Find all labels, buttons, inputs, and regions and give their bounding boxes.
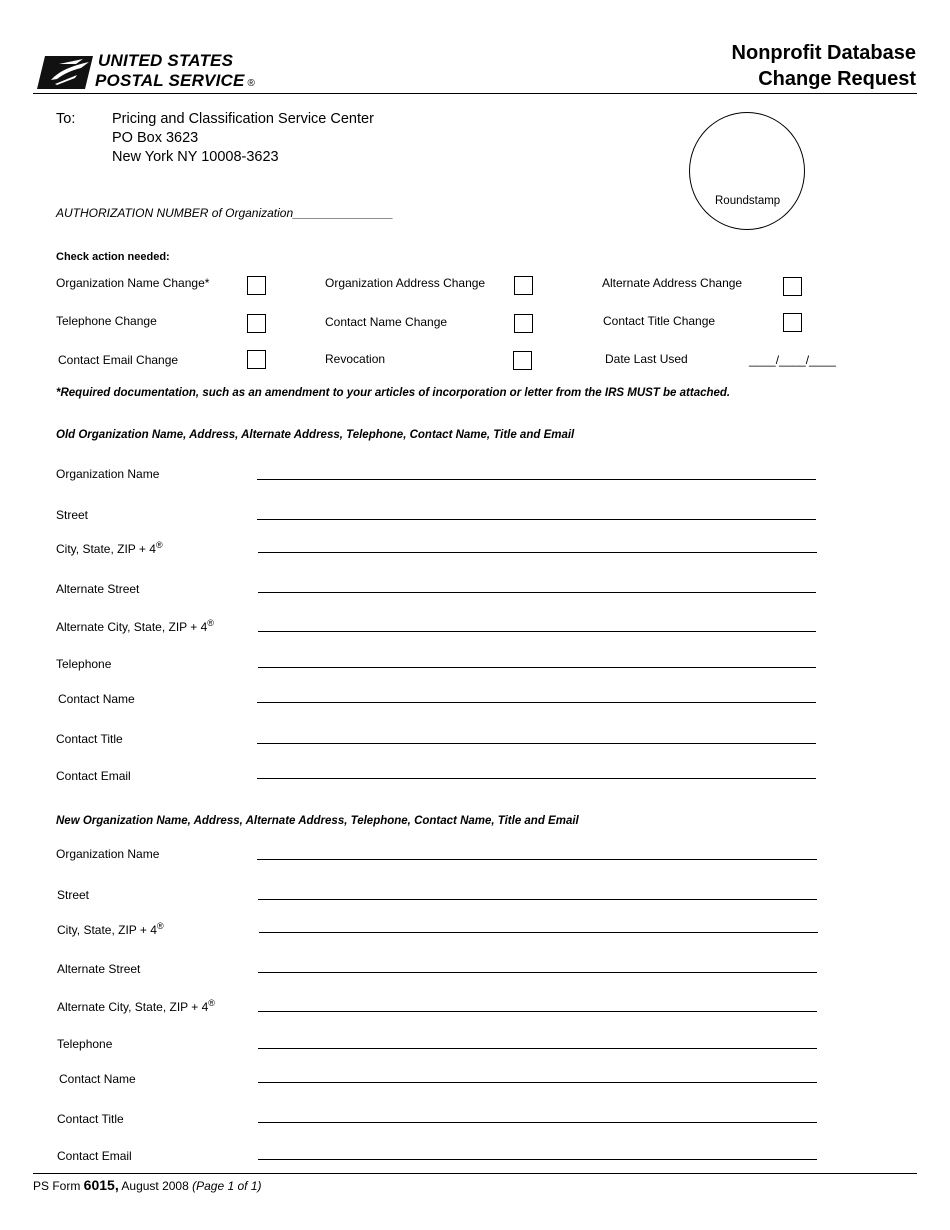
org-address-change-checkbox[interactable] [514,276,533,295]
new-street-label: Street [57,888,90,902]
old-alt-city-line[interactable] [258,631,816,632]
required-documentation-note: *Required documentation, such as an amendment to your articles of incorporation or letter from the IRS MUST be attached. [56,387,731,399]
authorization-number-field[interactable]: AUTHORIZATION NUMBER of Organization_______________ [56,206,394,220]
alt-address-change-label: Alternate Address Change [602,276,743,290]
roundstamp-circle [689,112,805,230]
old-city-label-text: City, State, ZIP + 4 [56,542,156,556]
old-contact-title-label: Contact Title [56,732,123,746]
new-contact-email-line[interactable] [258,1159,817,1160]
telephone-change-label: Telephone Change [56,314,157,328]
old-alt-city-registered-mark: ® [207,618,214,628]
old-alt-city-label-text: Alternate City, State, ZIP + 4 [56,620,208,634]
new-alt-street-label: Alternate Street [57,962,141,976]
old-org-name-label: Organization Name [56,467,160,481]
to-address [112,110,374,167]
form-title-line-2: Change Request [758,68,916,90]
old-section-heading: Old Organization Name, Address, Alternate Address, Telephone, Contact Name, Title and Email [56,429,575,441]
new-org-name-label: Organization Name [56,847,160,861]
old-contact-name-label: Contact Name [58,692,135,706]
new-street-line[interactable] [258,899,817,900]
footer-page: (Page 1 of 1) [192,1179,262,1193]
contact-email-change-label: Contact Email Change [58,353,179,367]
footer-form-number: 6015, [83,1177,119,1193]
new-contact-email-label: Contact Email [57,1149,132,1163]
new-alt-street-line[interactable] [258,972,817,973]
to-address-line-2: PO Box 3623 [112,130,199,146]
old-telephone-line[interactable] [258,667,816,668]
form-title [732,40,916,92]
new-contact-name-line[interactable] [258,1082,817,1083]
old-contact-email-line[interactable] [257,778,816,779]
new-telephone-line[interactable] [258,1048,817,1049]
old-alt-city-label [56,618,214,634]
alt-address-change-checkbox[interactable] [783,277,802,296]
old-telephone-label: Telephone [56,657,112,671]
logo-line-1: UNITED STATES [98,51,234,70]
footer-rule [33,1173,917,1174]
new-contact-title-label: Contact Title [57,1112,124,1126]
date-last-used-label: Date Last Used [605,352,688,366]
new-telephone-label: Telephone [57,1037,113,1051]
footer-date: August 2008 [118,1179,193,1193]
new-contact-title-line[interactable] [258,1122,817,1123]
old-org-name-line[interactable] [257,479,816,480]
old-alt-street-label: Alternate Street [56,582,140,596]
date-last-used-field[interactable]: ____/____/____ [749,353,836,367]
form-footer [33,1177,262,1193]
org-name-change-label: Organization Name Change* [56,276,210,290]
header-rule [33,93,917,94]
old-alt-street-line[interactable] [258,592,816,593]
to-label: To: [56,111,76,127]
usps-logo [37,51,267,91]
contact-name-change-label: Contact Name Change [325,315,448,329]
logo-line-2 [95,71,255,94]
old-street-label: Street [56,508,89,522]
contact-title-change-label: Contact Title Change [603,314,716,328]
to-address-line-3: New York NY 10008-3623 [112,149,279,165]
logo-registered-mark: ® [247,78,256,89]
form-title-line-1: Nonprofit Database [731,42,916,64]
new-org-name-line[interactable] [257,859,817,860]
footer-prefix: PS Form [33,1179,84,1193]
new-alt-city-registered-mark: ® [208,998,215,1008]
old-city-line[interactable] [258,552,817,553]
revocation-label: Revocation [325,352,386,366]
telephone-change-checkbox[interactable] [247,314,266,333]
old-city-label [56,540,163,556]
contact-email-change-checkbox[interactable] [247,350,266,369]
to-address-line-1: Pricing and Classification Service Center [112,111,374,127]
new-alt-city-label-text: Alternate City, State, ZIP + 4 [57,1000,209,1014]
revocation-checkbox[interactable] [513,351,532,370]
new-alt-city-line[interactable] [258,1011,817,1012]
new-alt-city-label [57,998,215,1014]
org-name-change-checkbox[interactable] [247,276,266,295]
new-section-heading: New Organization Name, Address, Alternate Address, Telephone, Contact Name, Title and Email [56,815,579,827]
old-contact-title-line[interactable] [257,743,816,744]
new-city-registered-mark: ® [156,921,164,931]
eagle-logo-icon [37,53,95,91]
org-address-change-label: Organization Address Change [325,276,486,290]
new-city-label [57,921,164,937]
old-city-registered-mark: ® [155,540,163,550]
roundstamp-label: Roundstamp [715,195,781,207]
check-action-heading: Check action needed: [56,251,170,263]
contact-title-change-checkbox[interactable] [783,313,802,332]
old-contact-name-line[interactable] [257,702,816,703]
old-street-line[interactable] [257,519,816,520]
new-city-line[interactable] [259,932,818,933]
new-city-label-text: City, State, ZIP + 4 [57,923,157,937]
new-contact-name-label: Contact Name [59,1072,136,1086]
contact-name-change-checkbox[interactable] [514,314,533,333]
logo-line-2-text: POSTAL SERVICE [95,71,245,90]
old-contact-email-label: Contact Email [56,769,131,783]
